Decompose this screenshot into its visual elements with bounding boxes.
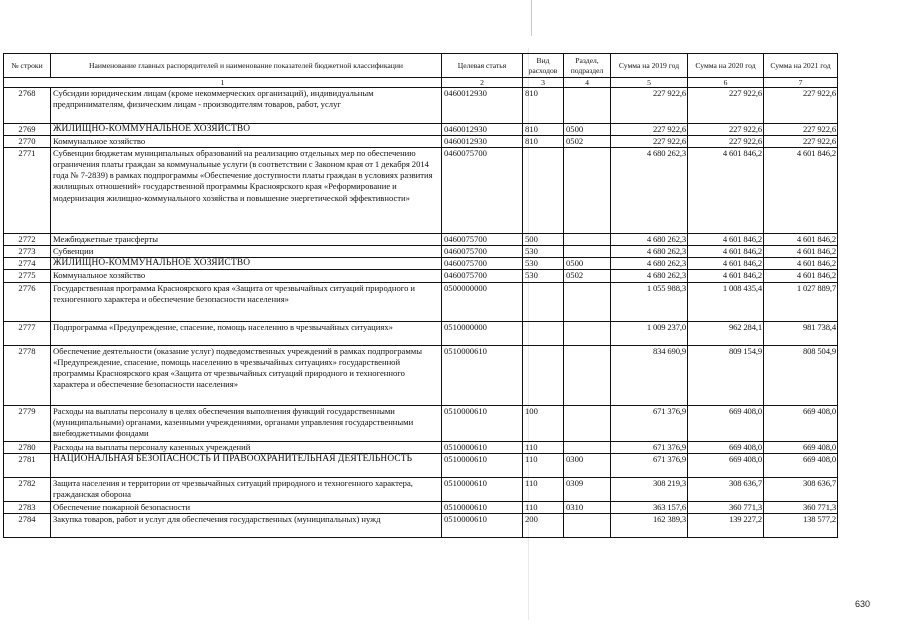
row-name: Межбюджетные трансферты [51, 234, 442, 246]
sum-2021: 669 408,0 [764, 441, 838, 453]
section-code: 0300 [564, 453, 611, 477]
table-row [4, 513, 838, 537]
sum-2019: 4 680 262,3 [611, 148, 688, 234]
sum-2021: 227 922,6 [764, 88, 838, 124]
section-code: 0502 [564, 136, 611, 148]
table-row [4, 405, 838, 441]
row-number: 2780 [4, 441, 51, 453]
page-number: 630 [854, 599, 870, 609]
sum-2021: 4 601 846,2 [764, 148, 838, 234]
row-name: Расходы на выплаты персоналу казенных учреждений [51, 441, 442, 453]
table-row [4, 441, 838, 453]
table-row [4, 345, 838, 405]
sum-2020: 1 008 435,4 [688, 282, 764, 321]
row-name: ЖИЛИЩНО-КОММУНАЛЬНОЕ ХОЗЯЙСТВО [51, 124, 442, 136]
sum-2020: 669 408,0 [688, 453, 764, 477]
row-name: Расходы на выплаты персоналу в целях обеспечения выполнения функций государственными (муниципальными) органами, казенными учреждениями, органами управления государственными внебюджетными фондами [51, 405, 442, 441]
section-code [564, 148, 611, 234]
expense-type: 530 [523, 246, 564, 258]
sum-2021: 227 922,6 [764, 136, 838, 148]
expense-type: 500 [523, 234, 564, 246]
target-article: 0460075700 [442, 148, 523, 234]
sum-2019: 308 219,3 [611, 477, 688, 501]
target-article: 0460075700 [442, 270, 523, 282]
row-number: 2770 [4, 136, 51, 148]
sum-2021: 669 408,0 [764, 453, 838, 477]
target-article: 0460012930 [442, 124, 523, 136]
budget-table [3, 53, 838, 538]
row-number: 2783 [4, 501, 51, 513]
header-target-article: Целевая статья [442, 54, 523, 78]
header-name: Наименование главных распорядителей и наименование показателей бюджетной классификации [51, 54, 442, 78]
sum-2019: 671 376,9 [611, 441, 688, 453]
expense-type: 200 [523, 513, 564, 537]
column-number: 1 [4, 78, 442, 88]
sum-2019: 834 690,9 [611, 345, 688, 405]
row-number: 2778 [4, 345, 51, 405]
table-row [4, 148, 838, 234]
sum-2020: 4 601 846,2 [688, 246, 764, 258]
sum-2021: 138 577,2 [764, 513, 838, 537]
table-row [4, 136, 838, 148]
sum-2021: 669 408,0 [764, 405, 838, 441]
row-number: 2772 [4, 234, 51, 246]
row-name: Субвенции бюджетам муниципальных образований на реализацию отдельных мер по обеспечению ограничения платы граждан за коммунальные услуги (в соответствии с Законом края от 1 декабря 2014 года № 7-2839) в рамках подпрограммы «Обеспечение доступности платы граждан в условиях развития жилищных отношений» государственной программы Красноярского края «Реформирование и модернизация жилищно-коммунального хозяйства и повышение энергетической эффективности» [51, 148, 442, 234]
table-row [4, 258, 838, 270]
row-number: 2775 [4, 270, 51, 282]
sum-2020: 139 227,2 [688, 513, 764, 537]
column-number: 5 [611, 78, 688, 88]
row-number: 2773 [4, 246, 51, 258]
sum-2019: 671 376,9 [611, 405, 688, 441]
sum-2021: 360 771,3 [764, 501, 838, 513]
header-sum-2021: Сумма на 2021 год [764, 54, 838, 78]
expense-type: 110 [523, 501, 564, 513]
row-number: 2776 [4, 282, 51, 321]
section-code: 0500 [564, 124, 611, 136]
sum-2021: 4 601 846,2 [764, 258, 838, 270]
table-row [4, 270, 838, 282]
sum-2019: 363 157,6 [611, 501, 688, 513]
section-code [564, 282, 611, 321]
section-code [564, 246, 611, 258]
sum-2021: 4 601 846,2 [764, 246, 838, 258]
target-article: 0510000000 [442, 321, 523, 345]
sum-2021: 981 738,4 [764, 321, 838, 345]
section-code: 0500 [564, 258, 611, 270]
sum-2019: 1 055 988,3 [611, 282, 688, 321]
sum-2020: 360 771,3 [688, 501, 764, 513]
sum-2019: 4 680 262,3 [611, 246, 688, 258]
expense-type [523, 345, 564, 405]
row-name: Государственная программа Красноярского края «Защита от чрезвычайных ситуаций природного и техногенного характера и обеспечение безопасности населения» [51, 282, 442, 321]
sum-2020: 962 284,1 [688, 321, 764, 345]
sum-2020: 809 154,9 [688, 345, 764, 405]
section-code [564, 441, 611, 453]
table-row [4, 453, 838, 477]
table-row [4, 321, 838, 345]
target-article: 0510000610 [442, 405, 523, 441]
table-header [4, 54, 838, 88]
sum-2019: 4 680 262,3 [611, 270, 688, 282]
expense-type: 810 [523, 88, 564, 124]
sum-2020: 227 922,6 [688, 88, 764, 124]
row-name: Обеспечение деятельности (оказание услуг) подведомственных учреждений в рамках подпрограммы «Предупреждение, спасение, помощь населению в чрезвычайных ситуациях» государственной программы Красноярского края «Защита от чрезвычайных ситуаций природного и техногенного характера и обеспечение безопасности населения» [51, 345, 442, 405]
scan-mark [531, 0, 532, 36]
row-name: Обеспечение пожарной безопасности [51, 501, 442, 513]
header-section: Раздел, подраздел [564, 54, 611, 78]
sum-2021: 1 027 889,7 [764, 282, 838, 321]
row-name: Закупка товаров, работ и услуг для обеспечения государственных (муниципальных) нужд [51, 513, 442, 537]
column-number: 2 [442, 78, 523, 88]
section-code: 0310 [564, 501, 611, 513]
target-article: 0460075700 [442, 246, 523, 258]
row-name: Коммунальное хозяйство [51, 136, 442, 148]
section-code [564, 234, 611, 246]
sum-2019: 4 680 262,3 [611, 234, 688, 246]
table-row [4, 124, 838, 136]
row-number: 2769 [4, 124, 51, 136]
column-number: 7 [764, 78, 838, 88]
row-number: 2768 [4, 88, 51, 124]
section-code: 0502 [564, 270, 611, 282]
expense-type [523, 321, 564, 345]
target-article: 0510000610 [442, 501, 523, 513]
sum-2019: 162 389,3 [611, 513, 688, 537]
row-name: Подпрограмма «Предупреждение, спасение, помощь населению в чрезвычайных ситуациях» [51, 321, 442, 345]
table-row [4, 234, 838, 246]
target-article: 0460075700 [442, 234, 523, 246]
column-number-row [4, 78, 838, 88]
expense-type [523, 282, 564, 321]
sum-2021: 4 601 846,2 [764, 234, 838, 246]
expense-type: 110 [523, 441, 564, 453]
section-code [564, 345, 611, 405]
row-name: Субсидии юридическим лицам (кроме некоммерческих организаций), индивидуальным предпринимателям, физическим лицам - производителям товаров, работ, услуг [51, 88, 442, 124]
section-code: 0309 [564, 477, 611, 501]
section-code [564, 405, 611, 441]
header-sum-2019: Сумма на 2019 год [611, 54, 688, 78]
expense-type: 100 [523, 405, 564, 441]
sum-2019: 227 922,6 [611, 136, 688, 148]
sum-2019: 227 922,6 [611, 88, 688, 124]
row-name: НАЦИОНАЛЬНАЯ БЕЗОПАСНОСТЬ И ПРАВООХРАНИТЕЛЬНАЯ ДЕЯТЕЛЬНОСТЬ [51, 453, 442, 477]
column-number: 3 [523, 78, 564, 88]
sum-2020: 4 601 846,2 [688, 234, 764, 246]
row-number: 2784 [4, 513, 51, 537]
table-row [4, 282, 838, 321]
row-number: 2782 [4, 477, 51, 501]
sum-2020: 227 922,6 [688, 124, 764, 136]
expense-type: 110 [523, 453, 564, 477]
target-article: 0460012930 [442, 136, 523, 148]
row-number: 2777 [4, 321, 51, 345]
header-row [4, 54, 838, 78]
row-name: Субвенции [51, 246, 442, 258]
sum-2020: 4 601 846,2 [688, 258, 764, 270]
section-code [564, 513, 611, 537]
sum-2020: 4 601 846,2 [688, 270, 764, 282]
expense-type: 530 [523, 258, 564, 270]
table-row [4, 477, 838, 501]
sum-2020: 669 408,0 [688, 405, 764, 441]
expense-type: 810 [523, 124, 564, 136]
row-number: 2771 [4, 148, 51, 234]
sum-2020: 669 408,0 [688, 441, 764, 453]
sum-2021: 808 504,9 [764, 345, 838, 405]
target-article: 0510000610 [442, 513, 523, 537]
target-article: 0460012930 [442, 88, 523, 124]
sum-2021: 4 601 846,2 [764, 270, 838, 282]
target-article: 0500000000 [442, 282, 523, 321]
sum-2020: 4 601 846,2 [688, 148, 764, 234]
header-row-number: № строки [4, 54, 51, 78]
table-row [4, 246, 838, 258]
table-body [4, 88, 838, 538]
target-article: 0460075700 [442, 258, 523, 270]
row-number: 2779 [4, 405, 51, 441]
sum-2019: 227 922,6 [611, 124, 688, 136]
column-number: 4 [564, 78, 611, 88]
target-article: 0510000610 [442, 453, 523, 477]
sum-2019: 4 680 262,3 [611, 258, 688, 270]
table-row [4, 501, 838, 513]
expense-type: 810 [523, 136, 564, 148]
table-row [4, 88, 838, 124]
sum-2020: 308 636,7 [688, 477, 764, 501]
header-expense-type: Вид расходов [523, 54, 564, 78]
target-article: 0510000610 [442, 441, 523, 453]
row-name: Защита населения и территории от чрезвычайных ситуаций природного и техногенного характера, гражданская оборона [51, 477, 442, 501]
target-article: 0510000610 [442, 345, 523, 405]
expense-type [523, 148, 564, 234]
section-code [564, 321, 611, 345]
sum-2021: 308 636,7 [764, 477, 838, 501]
row-name: ЖИЛИЩНО-КОММУНАЛЬНОЕ ХОЗЯЙСТВО [51, 258, 442, 270]
sum-2019: 671 376,9 [611, 453, 688, 477]
sum-2019: 1 009 237,0 [611, 321, 688, 345]
expense-type: 530 [523, 270, 564, 282]
column-number: 6 [688, 78, 764, 88]
row-number: 2774 [4, 258, 51, 270]
header-sum-2020: Сумма на 2020 год [688, 54, 764, 78]
sum-2020: 227 922,6 [688, 136, 764, 148]
expense-type: 110 [523, 477, 564, 501]
section-code [564, 88, 611, 124]
row-number: 2781 [4, 453, 51, 477]
target-article: 0510000610 [442, 477, 523, 501]
row-name: Коммунальное хозяйство [51, 270, 442, 282]
sum-2021: 227 922,6 [764, 124, 838, 136]
